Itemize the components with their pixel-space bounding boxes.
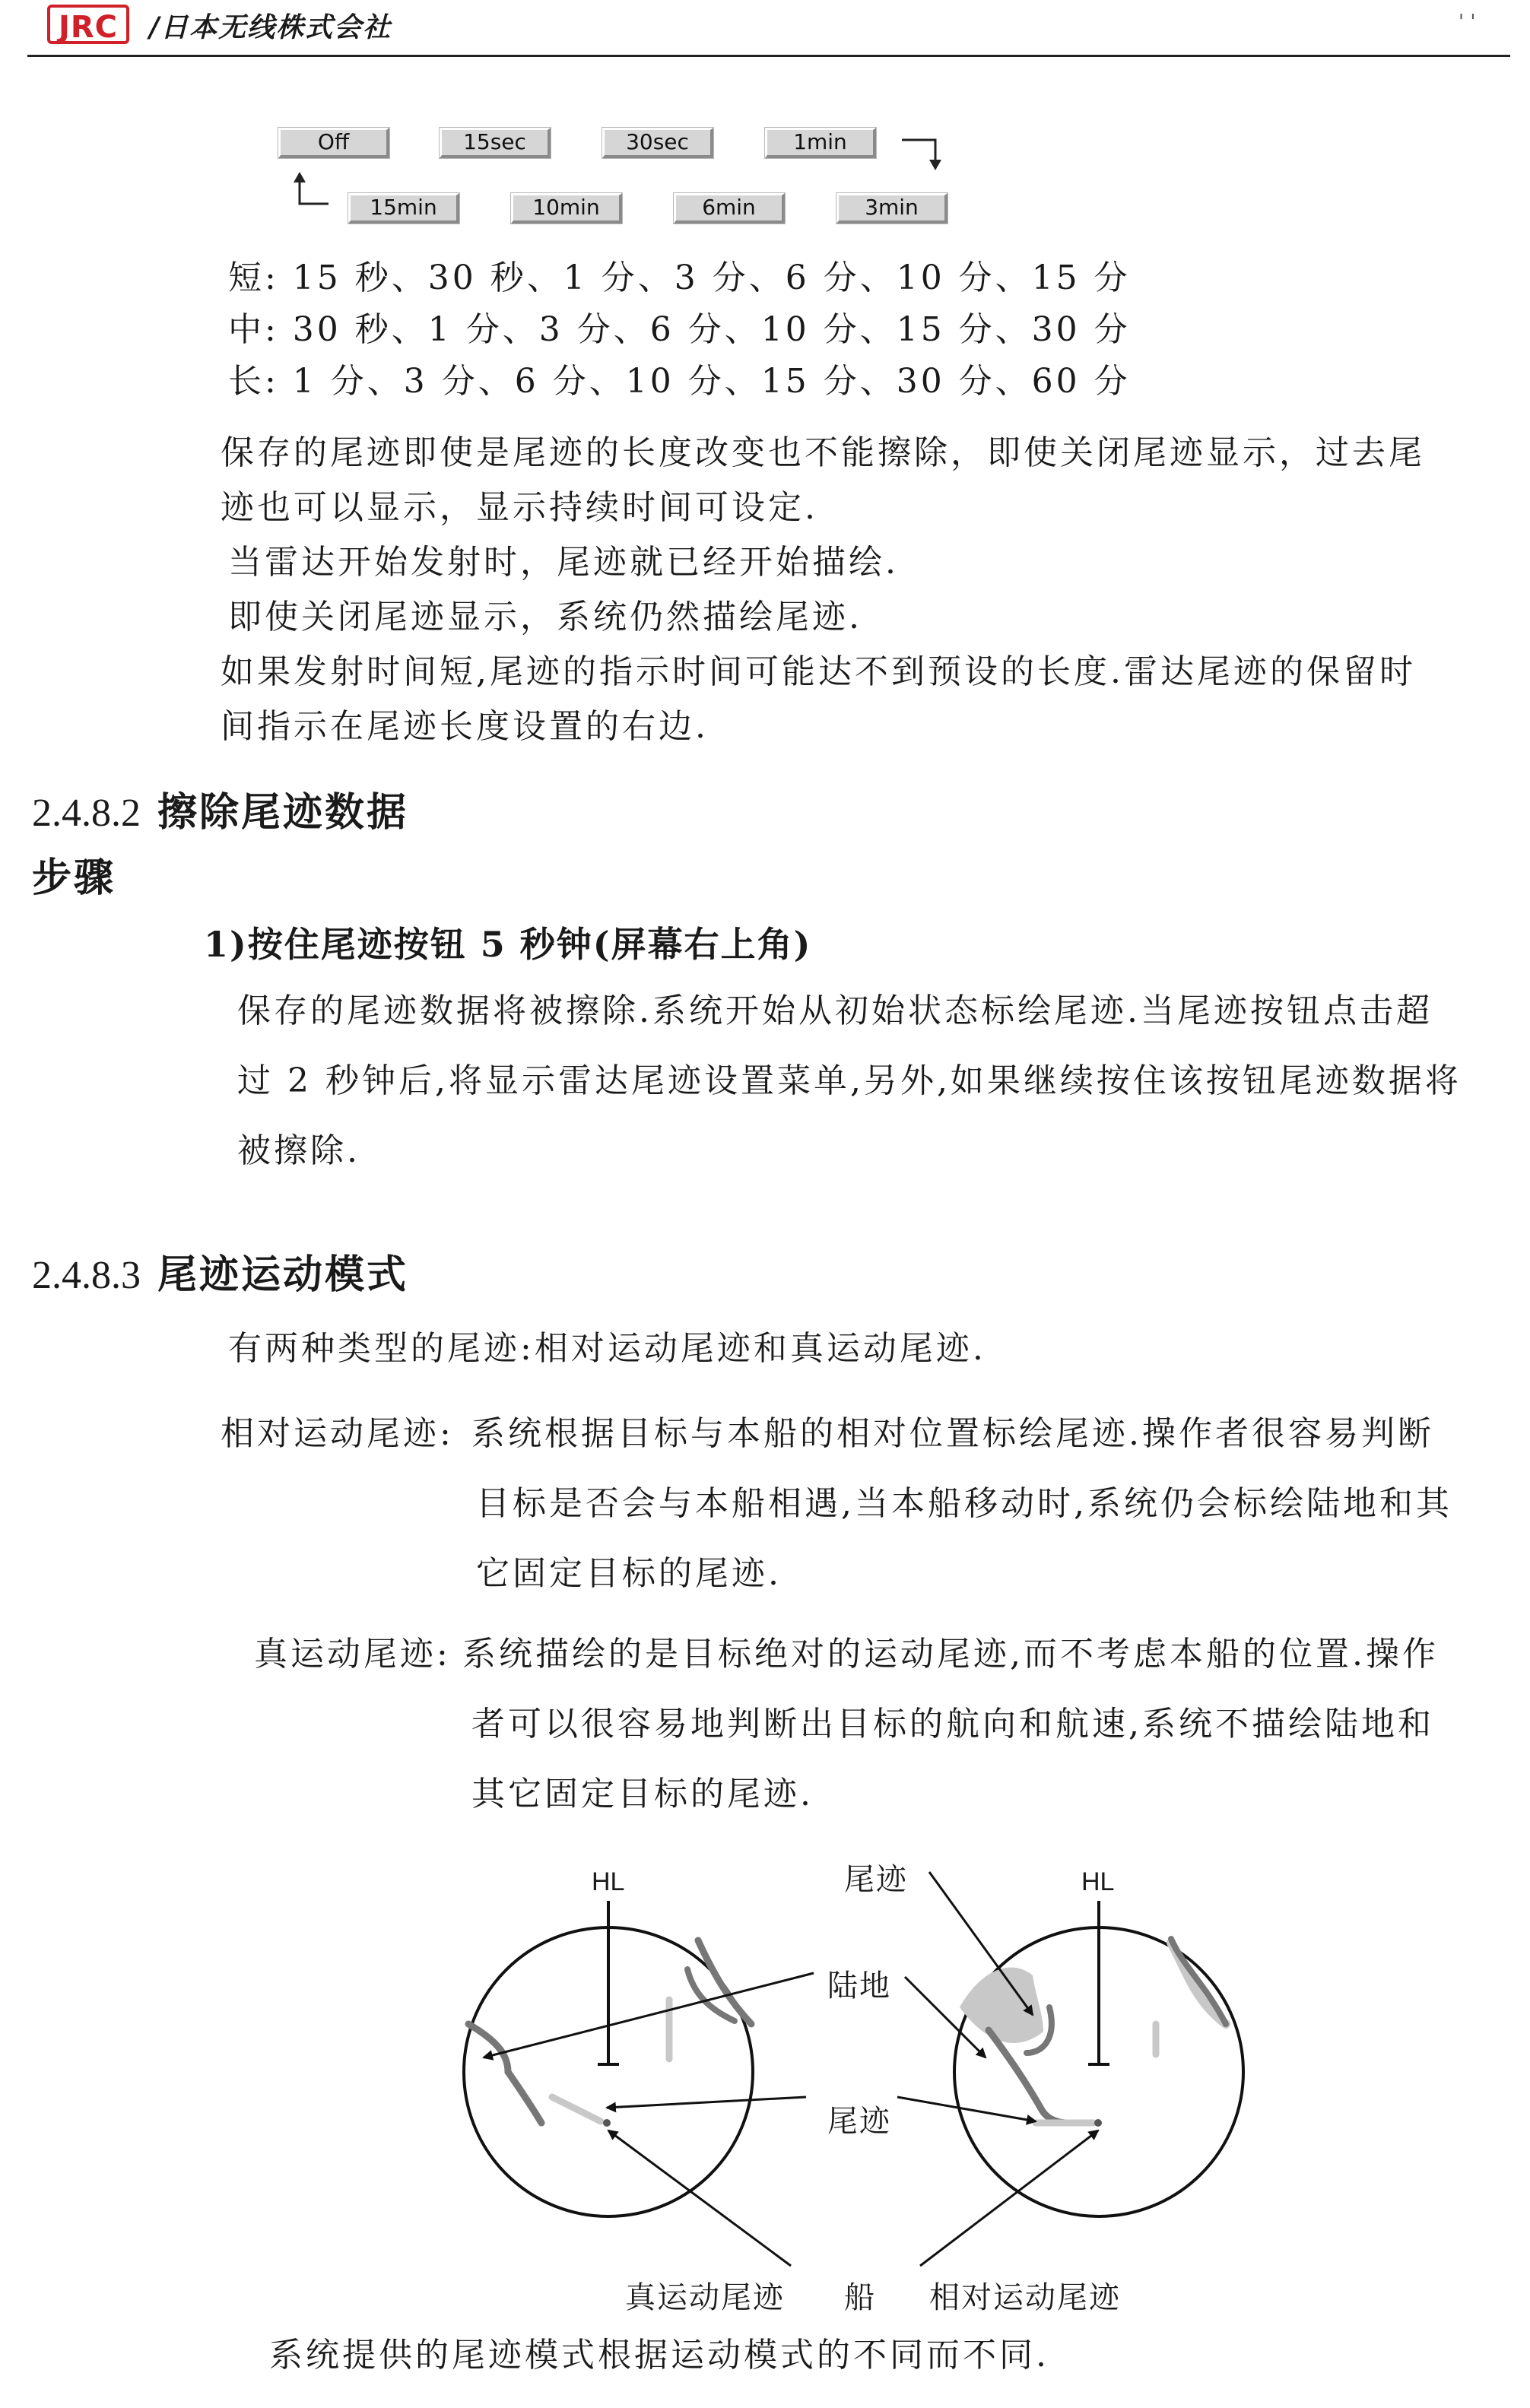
- trail-button-10min[interactable]: 10min: [511, 193, 622, 224]
- hl-label-left: HL: [592, 1867, 625, 1896]
- trail-length-medium: 中: 30 秒、1 分、3 分、6 分、10 分、15 分、30 分: [228, 310, 1131, 349]
- trail-button-off[interactable]: Off: [278, 128, 389, 158]
- label-ship: 船: [844, 2280, 876, 2315]
- step-1-line-3: 被擦除.: [237, 1131, 360, 1170]
- trail-length-short: 短: 15 秒、30 秒、1 分、3 分、6 分、10 分、15 分: [228, 259, 1131, 297]
- intro-line-3: 当雷达开始发射时，尾迹就已经开始描绘.: [228, 543, 899, 582]
- closing-sentence: 系统提供的尾迹模式根据运动模式的不同而不同.: [269, 2336, 1049, 2375]
- trail-button-30sec[interactable]: 30sec: [602, 128, 713, 158]
- label-relative-trail: 相对运动尾迹: [929, 2280, 1121, 2315]
- step-1-line-2: 过 2 秒钟后,将显示雷达尾迹设置菜单,另外,如果继续按住该按钮尾迹数据将: [237, 1061, 1462, 1100]
- step-1-title: 1)按住尾迹按钮 5 秒钟(屏幕右上角): [204, 924, 812, 965]
- trail-button-3min[interactable]: 3min: [836, 193, 948, 224]
- trail-button-15sec[interactable]: 15sec: [440, 128, 551, 158]
- true-trail-line-3: 其它固定目标的尾迹.: [471, 1775, 814, 1813]
- relative-trail-line-1: 系统根据目标与本船的相对位置标绘尾迹.操作者很容易判断: [471, 1414, 1434, 1453]
- label-land: 陆地: [827, 1969, 891, 2003]
- true-motion-radar: [464, 1901, 753, 2216]
- trail-button-6min[interactable]: 6min: [674, 193, 785, 224]
- intro-line-6: 间指示在尾迹长度设置的右边.: [221, 707, 709, 746]
- steps-heading: 步骤: [32, 855, 116, 901]
- relative-trail-line-2: 目标是否会与本船相遇,当本船移动时,系统仍会标绘陆地和其: [476, 1484, 1452, 1523]
- relative-trail-term: 相对运动尾迹:: [221, 1414, 454, 1453]
- section-number: 2.4.8.2: [32, 792, 141, 835]
- section-heading-2482: [32, 780, 408, 837]
- relative-trail-line-3: 它固定目标的尾迹.: [476, 1554, 782, 1593]
- trail-types-intro: 有两种类型的尾迹:相对运动尾迹和真运动尾迹.: [228, 1329, 986, 1368]
- hl-label-right: HL: [1081, 1867, 1115, 1896]
- label-trail-top: 尾迹: [844, 1862, 908, 1897]
- label-trail-mid: 尾迹: [827, 2104, 891, 2139]
- section-title: 擦除尾迹数据: [157, 789, 409, 836]
- section-heading-2483: [32, 1242, 408, 1299]
- section-title: 尾迹运动模式: [157, 1252, 409, 1298]
- intro-line-5: 如果发射时间短,尾迹的指示时间可能达不到预设的长度.雷达尾迹的保留时: [221, 652, 1416, 691]
- company-name: /日本无线株式会社: [149, 11, 392, 43]
- trail-length-long: 长: 1 分、3 分、6 分、10 分、15 分、30 分、60 分: [228, 362, 1131, 401]
- cycle-arrow-down-icon: [897, 129, 951, 175]
- header-corner-mark: ' ': [1459, 11, 1476, 33]
- cycle-arrow-up-icon: [290, 169, 336, 214]
- true-trail-line-2: 者可以很容易地判断出目标的航向和航速,系统不描绘陆地和: [471, 1705, 1434, 1743]
- jrc-logo: JRC: [47, 5, 129, 44]
- relative-motion-radar: [954, 1901, 1243, 2216]
- section-number: 2.4.8.3: [32, 1254, 141, 1297]
- header-rule: [27, 55, 1510, 57]
- trail-button-1min[interactable]: 1min: [765, 128, 876, 158]
- intro-line-1: 保存的尾迹即使是尾迹的长度改变也不能擦除，即使关闭尾迹显示，过去尾: [221, 433, 1425, 472]
- trail-button-15min[interactable]: 15min: [348, 193, 459, 224]
- intro-line-2: 迹也可以显示，显示持续时间可设定.: [221, 488, 818, 527]
- label-true-trail: 真运动尾迹: [625, 2280, 785, 2315]
- true-trail-term: 真运动尾迹:: [254, 1635, 451, 1674]
- true-trail-line-1: 系统描绘的是目标绝对的运动尾迹,而不考虑本船的位置.操作: [462, 1635, 1439, 1674]
- intro-line-4: 即使关闭尾迹显示，系统仍然描绘尾迹.: [228, 598, 862, 636]
- step-1-line-1: 保存的尾迹数据将被擦除.系统开始从初始状态标绘尾迹.当尾迹按钮点击超: [237, 991, 1433, 1030]
